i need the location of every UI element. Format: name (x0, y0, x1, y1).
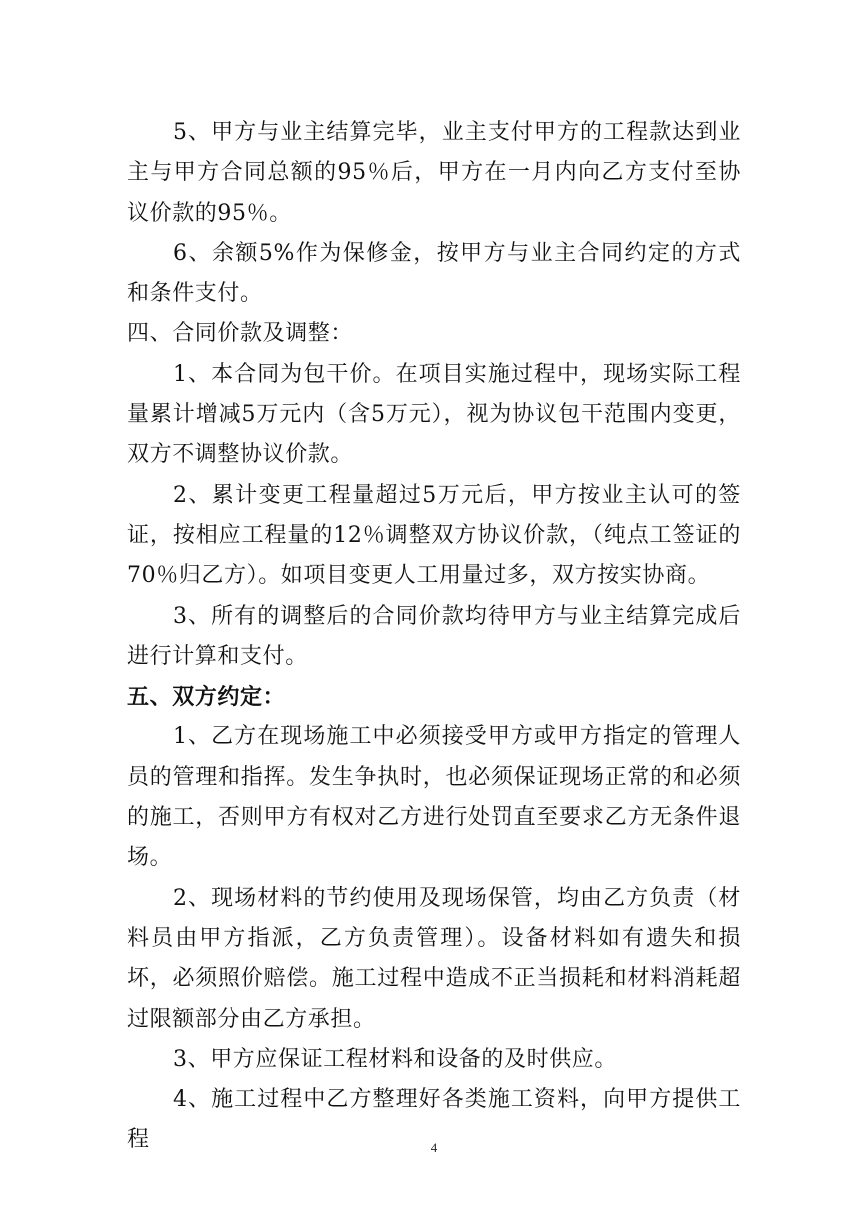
document-body (127, 113, 741, 1161)
paragraph-payment-item-5: 5、甲方与业主结算完毕，业主支付甲方的工程款达到业主与甲方合同总额的95％后，甲方在一月内向乙方支付至协议价款的95％。 (127, 120, 741, 226)
paragraph-price-item-2: 2、累计变更工程量超过5万元后，甲方按业主认可的签证，按相应工程量的12％调整双方协议价款，（纯点工签证的70％归乙方）。如项目变更人工用量过多，双方按实协商。 (127, 482, 741, 589)
paragraph-price-item-3: 3、所有的调整后的合同价款均待甲方与业主结算完成后进行计算和支付。 (127, 603, 741, 669)
paragraph-agreement-item-4: 4、施工过程中乙方整理好各类施工资料，向甲方提供工程 (127, 1087, 741, 1153)
paragraph-price-item-1: 1、本合同为包干价。在项目实施过程中，现场实际工程量累计增减5万元内（含5万元），视为协议包干范围内变更，双方不调整协议价款。 (127, 361, 741, 468)
paragraph-agreement-item-2: 2、现场材料的节约使用及现场保管，均由乙方负责（材料员由甲方指派，乙方负责管理）。设备材料如有遗失和损坏，必须照价赔偿。施工过程中造成不正当损耗和材料消耗超过限额部分由乙方承担。 (127, 885, 741, 1032)
section-heading-contract-price: 四、合同价款及调整： (127, 321, 354, 347)
paragraph-agreement-item-3: 3、甲方应保证工程材料和设备的及时供应。 (173, 1046, 617, 1072)
page-number: 4 (430, 1140, 438, 1155)
paragraph-payment-item-6: 6、余额5%作为保修金，按甲方与业主合同约定的方式和条件支付。 (127, 240, 741, 307)
section-heading-mutual-agreement: 五、双方约定： (127, 684, 286, 711)
paragraph-agreement-item-1: 1、乙方在现场施工中必须接受甲方或甲方指定的管理人员的管理和指挥。发生争执时，也必须保证现场正常的和必须的施工，否则甲方有权对乙方进行处罚直至要求乙方无条件退场。 (127, 724, 741, 871)
